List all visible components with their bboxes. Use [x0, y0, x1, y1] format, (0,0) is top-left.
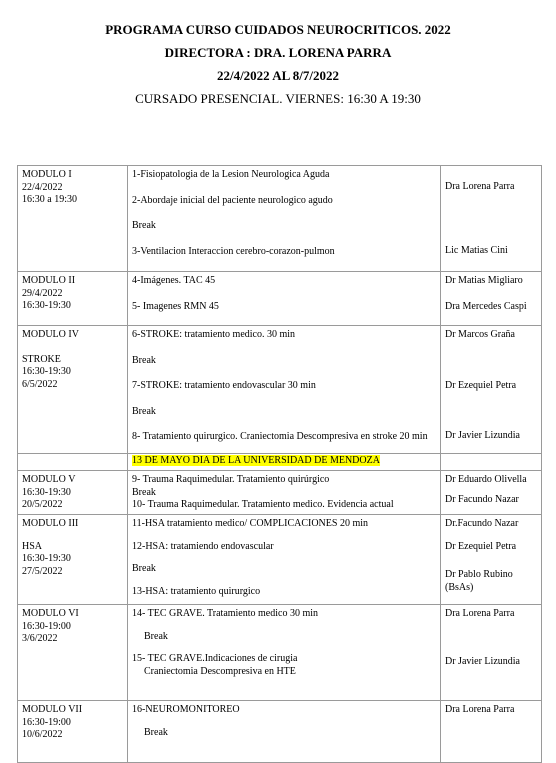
module-topic: STROKE: [22, 353, 61, 365]
topic: 15- TEC GRAVE.Indicaciones de cirugia: [132, 653, 298, 664]
table-row: [18, 471, 542, 515]
topic: 8- Tratamiento quirurgico. Craniectomia Descompresiva en stroke 20 min: [132, 431, 428, 442]
topic: 6-STROKE: tratamiento medico. 30 min: [132, 329, 296, 340]
topics-cell: [128, 605, 441, 701]
topic: 1-Fisiopatologia de la Lesion Neurologica Aguda: [132, 169, 330, 180]
speaker: Lic Matias Cini: [445, 244, 508, 256]
topic: 9- Trauma Raquimedular. Tratamiento quirúrgico: [132, 474, 330, 485]
speaker: Dr.Facundo Nazar: [445, 518, 519, 529]
module-date: 22/4/2022: [22, 181, 63, 193]
module-name: MODULO I: [22, 169, 72, 180]
speaker: Dra Lorena Parra: [445, 181, 515, 192]
module-name: MODULO II: [22, 275, 76, 286]
topic-break: Break: [144, 630, 168, 642]
holiday-cell: [128, 454, 441, 471]
program-table: [17, 165, 542, 763]
topics-cell: [128, 272, 441, 326]
speakers-cell: [441, 272, 542, 326]
speaker: Dr Javier Lizundia: [445, 430, 520, 441]
module-date: 27/5/2022: [22, 565, 63, 577]
topic: 16-NEUROMONITOREO: [132, 704, 240, 715]
module-name: MODULO IV: [22, 329, 79, 340]
topic: 14- TEC GRAVE. Tratamiento medico 30 min: [132, 608, 319, 619]
speaker-affiliation: (BsAs): [445, 581, 474, 593]
topic: 13-HSA: tratamiento quirurgico: [132, 585, 261, 597]
module-time: 16:30-19:00: [22, 620, 71, 632]
module-date: 6/5/2022: [22, 378, 58, 390]
module-info-cell: [18, 701, 128, 763]
module-date: 10/6/2022: [22, 729, 63, 740]
speakers-cell: [441, 326, 542, 454]
speakers-cell: [441, 515, 542, 605]
module-info-cell: [18, 272, 128, 326]
module-info-cell: [18, 471, 128, 515]
speaker: Dra Lorena Parra: [445, 704, 515, 715]
module-time: 16:30-19:00: [22, 716, 71, 728]
speaker: Dr Ezequiel Petra: [445, 540, 517, 552]
table-row: [18, 272, 542, 326]
module-info-cell: [18, 515, 128, 605]
topics-cell: [128, 166, 441, 272]
topic: 5- Imagenes RMN 45: [132, 300, 219, 312]
module-time: 16:30 a 19:30: [22, 194, 77, 205]
module-name: MODULO V: [22, 474, 76, 485]
module-info-cell: [18, 326, 128, 454]
table-row: [18, 454, 542, 471]
module-date: 29/4/2022: [22, 287, 63, 299]
topics-cell: [128, 515, 441, 605]
speaker: Dr Ezequiel Petra: [445, 379, 517, 391]
speaker: Dra Lorena Parra: [445, 608, 515, 619]
speakers-cell: [441, 166, 542, 272]
speaker: Dr Pablo Rubino: [445, 569, 513, 580]
topic: 4-Imágenes. TAC 45: [132, 275, 216, 286]
holiday-banner: 13 DE MAYO DIA DE LA UNIVERSIDAD DE MENDOZA: [132, 455, 380, 466]
topics-cell: [128, 326, 441, 454]
director-line: DIRECTORA : DRA. LORENA PARRA: [164, 45, 392, 60]
topic: 10- Trauma Raquimedular. Tratamiento medico. Evidencia actual: [132, 499, 394, 510]
table-row: [18, 605, 542, 701]
module-time: 16:30-19:30: [22, 366, 71, 377]
module-info-cell: [18, 166, 128, 272]
speakers-cell: [441, 471, 542, 515]
module-date: 3/6/2022: [22, 633, 58, 644]
table-row: [18, 326, 542, 454]
table-row: [18, 166, 542, 272]
speaker: Dr Matias Migliaro: [445, 275, 523, 286]
speaker: Dr Facundo Nazar: [445, 493, 519, 505]
table-row: [18, 701, 542, 763]
module-time: 16:30-19:30: [22, 300, 71, 311]
speaker: Dr Eduardo Olivella: [445, 474, 527, 485]
topic: 11-HSA tratamiento medico/ COMPLICACIONES 20 min: [132, 518, 369, 529]
course-dates: 22/4/2022 AL 8/7/2022: [216, 68, 340, 83]
module-name: MODULO VII: [22, 704, 83, 715]
topic-break: Break: [132, 405, 156, 417]
empty-cell: [18, 454, 128, 471]
topic: 12-HSA: tratamiendo endovascular: [132, 540, 274, 552]
speakers-cell: [441, 701, 542, 763]
speakers-cell: [441, 605, 542, 701]
module-name: MODULO VI: [22, 608, 79, 619]
module-time: 16:30-19:30: [22, 553, 71, 564]
speaker: Dr Marcos Graña: [445, 329, 515, 340]
empty-cell: [441, 454, 542, 471]
topics-cell: [128, 701, 441, 763]
topic-break: Break: [132, 563, 156, 574]
topic: Craniectomia Descompresiva en HTE: [144, 665, 296, 677]
module-info-cell: [18, 605, 128, 701]
topic-break: Break: [144, 726, 168, 738]
module-name: MODULO III: [22, 518, 79, 529]
table-row: [18, 515, 542, 605]
module-date: 20/5/2022: [22, 499, 63, 510]
topic-break: Break: [132, 354, 156, 366]
program-title: PROGRAMA CURSO CUIDADOS NEUROCRITICOS. 2022: [105, 22, 451, 37]
topic-break: Break: [132, 486, 156, 498]
topic-break: Break: [132, 220, 156, 231]
module-topic: HSA: [22, 540, 43, 552]
speaker: Dra Mercedes Caspi: [445, 300, 527, 312]
topics-cell: [128, 471, 441, 515]
topic: 3-Ventilacion Interaccion cerebro-corazon-pulmon: [132, 245, 335, 257]
topic: 2-Abordaje inicial del paciente neurologico agudo: [132, 194, 333, 206]
module-time: 16:30-19:30: [22, 486, 71, 498]
course-schedule: CURSADO PRESENCIAL. VIERNES: 16:30 A 19:30: [135, 91, 421, 106]
topic: 7-STROKE: tratamiento endovascular 30 min: [132, 380, 316, 391]
speaker: Dr Javier Lizundia: [445, 655, 520, 667]
